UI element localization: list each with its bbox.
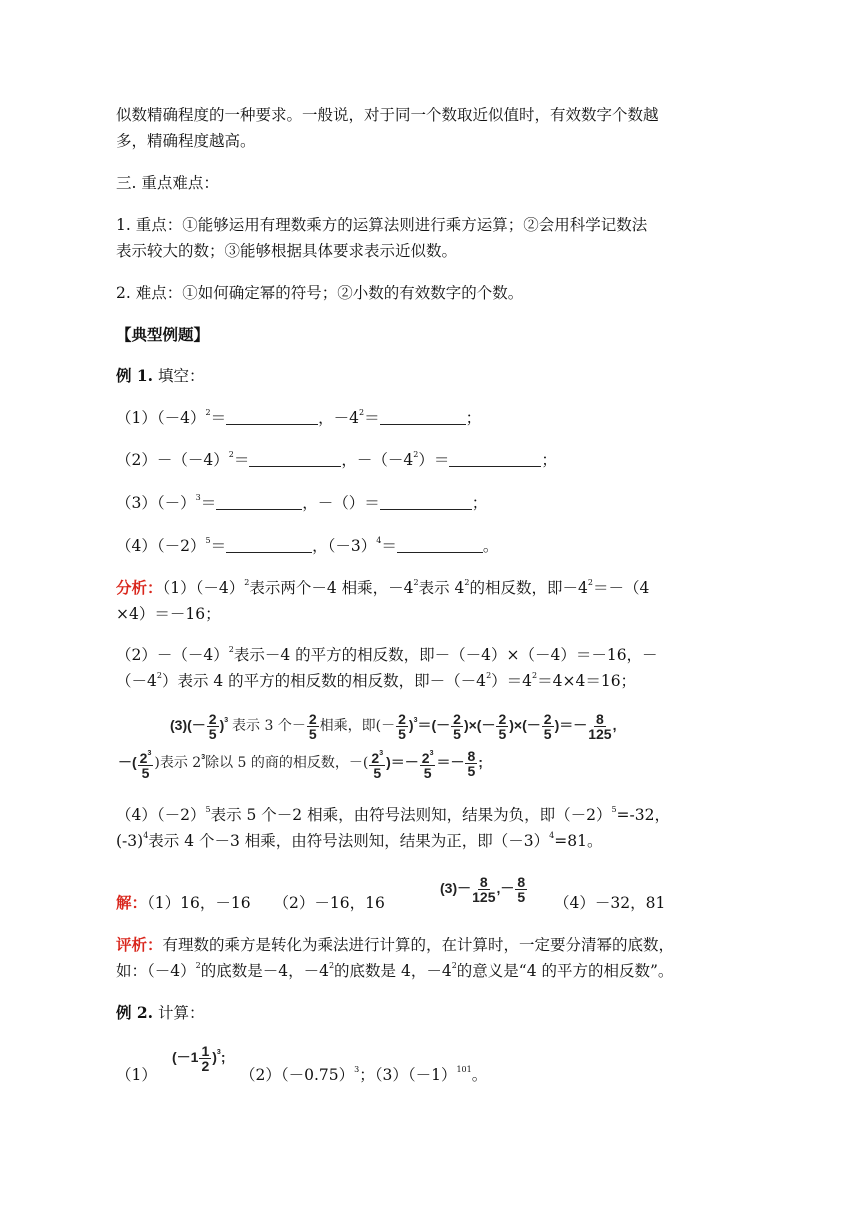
intro-line-2: 多，精确程度越高。 <box>116 132 256 150</box>
exponent: 3 <box>379 750 384 757</box>
denominator: 5 <box>467 763 476 779</box>
fraction <box>420 747 436 780</box>
review-text: 的底数是 4，－4 <box>334 962 452 980</box>
item-3-text: （3）（－） <box>116 494 196 512</box>
exponent: 2 <box>244 578 250 587</box>
analysis-text: ＝－（4 <box>592 579 650 597</box>
solution-line <box>116 893 385 913</box>
numerator: 8 <box>467 748 476 764</box>
punctuation: 。 <box>482 537 499 555</box>
answer-blank[interactable] <box>216 495 302 510</box>
analysis-4-line-2 <box>116 831 602 851</box>
analysis-2-line-1 <box>116 645 658 665</box>
analysis-text: （2）－（－4） <box>116 646 229 664</box>
formula-text: )×(－ <box>509 717 541 734</box>
solution-part-1: （1）16，－16 <box>147 894 251 912</box>
numerator: 2 <box>398 711 406 727</box>
review-label: 评析： <box>116 935 163 954</box>
analysis-text: 表示－4 的平方的相反数，即－（－4）×（－4）＝－16，－ <box>233 646 658 664</box>
formula-text: 除以 5 的商的相反数，－( <box>205 755 369 772</box>
answer-blank[interactable] <box>380 495 472 510</box>
numerator <box>369 747 385 766</box>
review-text: 有理数的乘方是转化为乘法进行计算的，在计算时，一定要分清幂的底数， <box>162 936 675 954</box>
fraction <box>588 712 611 741</box>
numerator <box>420 747 436 766</box>
formula-text: )表示 2 <box>154 755 202 772</box>
numerator-base: 2 <box>421 750 430 766</box>
formula-text: (－1 <box>172 1049 199 1066</box>
answer-blank[interactable] <box>397 538 483 553</box>
example-1-item-4 <box>116 536 498 556</box>
intro-line-1: 似数精确程度的一种要求。一般说，对于同一个数取近似值时，有效数字个数越 <box>116 106 659 124</box>
analysis-4-line-1 <box>116 805 670 825</box>
denominator: 5 <box>498 726 507 742</box>
typical-examples-heading: 【典型例题】 <box>116 325 210 344</box>
fraction <box>515 875 527 904</box>
analysis-text: 表示两个－4 相乘，－4 <box>249 579 414 597</box>
fraction <box>465 749 477 778</box>
analysis-text: （1）（－4） <box>162 579 245 597</box>
item-1-text: ，－4 <box>318 409 359 427</box>
exponent: 2 <box>358 408 365 417</box>
denominator: 5 <box>141 765 150 781</box>
fraction <box>396 712 408 741</box>
exponent: 3 <box>201 754 206 762</box>
numerator: 8 <box>517 874 526 890</box>
numerator: 1 <box>201 1043 210 1059</box>
exponent: 3 <box>413 717 418 725</box>
review-line-1 <box>116 935 674 955</box>
solution-label: 解： <box>116 893 148 912</box>
equals: ＝ <box>364 409 380 427</box>
formula-text: 相乘，即(－ <box>319 718 396 735</box>
equals: ＝ <box>210 409 227 427</box>
solution-part-2: （2）－16，16 <box>273 894 385 912</box>
exponent: 5 <box>205 536 211 545</box>
item-2-text: ，－（－4 <box>341 451 414 469</box>
equals: ）＝ <box>418 451 450 469</box>
analysis-text: 表示 4 个－3 相乘，由符号法则知，结果为正，即（－3） <box>148 832 550 850</box>
analysis-text: （－4 <box>116 672 157 690</box>
fraction <box>369 747 385 780</box>
numerator: 8 <box>479 874 488 890</box>
exponent: 4 <box>376 536 382 545</box>
exponent: 2 <box>587 578 593 587</box>
formula-text: 表示 3 个－ <box>232 718 306 735</box>
analysis-2-line-2 <box>116 671 636 691</box>
analysis-1-line-2: ×4）＝－16； <box>116 605 221 623</box>
example-1-item-1 <box>116 408 481 428</box>
analysis-text: 表示 4 <box>418 579 465 597</box>
review-text: 如：（－4） <box>116 962 196 980</box>
review-text: 的意义是“4 的平方的相反数”。 <box>456 962 674 980</box>
formula-text: ; <box>220 1049 226 1066</box>
formula-text: ) <box>219 717 225 734</box>
denominator: 125 <box>472 889 496 905</box>
denominator: 5 <box>423 765 432 781</box>
fraction <box>199 1044 211 1073</box>
item-2-text: （2）－（－4） <box>116 451 229 469</box>
item-3-text: ，－（）＝ <box>302 494 380 512</box>
exponent: 3 <box>147 750 152 757</box>
denominator: 5 <box>543 726 552 742</box>
denominator: 5 <box>208 726 217 742</box>
analysis-text: 的相反数，即－4 <box>469 579 588 597</box>
answer-blank[interactable] <box>226 410 318 425</box>
fraction <box>307 712 319 741</box>
exponent: 3 <box>429 750 434 757</box>
review-text: 的底数是－4，－4 <box>200 962 329 980</box>
equals: ＝ <box>381 537 397 555</box>
example-1-item-2 <box>116 450 557 470</box>
exponent: 2 <box>464 578 470 587</box>
fraction <box>472 875 495 904</box>
numerator: 2 <box>543 711 552 727</box>
analysis-text: ）表示 4 的平方的相反数的相反数，即－（－4 <box>161 672 487 690</box>
item-1-label: （1） <box>116 1066 157 1084</box>
item-4-text: ，（－3） <box>312 537 377 555</box>
exponent: 2 <box>328 961 335 970</box>
denominator: 5 <box>398 726 406 742</box>
key-point-2: 2. 难点：①如何确定幂的符号；②小数的有效数字的个数。 <box>116 284 524 302</box>
numerator: 2 <box>498 711 507 727</box>
denominator: 2 <box>201 1058 210 1074</box>
formula-text: － <box>500 880 515 897</box>
key-point-1-line-2: 表示较大的数；③能够根据具体要求表示近似数。 <box>116 242 458 260</box>
formula-text: －( <box>118 754 137 771</box>
exponent: 2 <box>205 408 211 417</box>
exponent: 4 <box>549 831 555 840</box>
formula-text: (3)(－ <box>170 717 206 734</box>
answer-blank[interactable] <box>249 452 341 467</box>
analysis-1-line-1 <box>116 578 649 598</box>
formula-text: ) <box>212 1049 217 1066</box>
exponent: 2 <box>228 450 234 459</box>
analysis-text: ＝4×4＝16； <box>537 672 637 690</box>
formula-text: ) <box>408 717 414 734</box>
punctuation: ； <box>471 494 488 512</box>
analysis-text: （4）（－2） <box>116 806 206 824</box>
answer-blank[interactable] <box>449 452 541 467</box>
example-2-heading <box>116 1003 205 1023</box>
solution-part-3 <box>440 875 528 904</box>
numerator: 8 <box>596 711 604 727</box>
exponent: 5 <box>205 805 211 814</box>
analysis-3-formula-line-2 <box>118 747 483 780</box>
analysis-text: =-32， <box>616 806 670 824</box>
formula-text: ＝－ <box>436 754 465 771</box>
denominator: 5 <box>308 726 317 742</box>
fraction <box>451 712 463 741</box>
exponent: 2 <box>156 671 162 680</box>
formula-text: )×(－ <box>463 717 496 734</box>
formula-text: , <box>612 717 617 734</box>
formula-text: )＝－ <box>386 754 419 771</box>
example-1-heading <box>116 366 205 386</box>
fraction <box>542 712 554 741</box>
section-title-key-points: 三. 重点难点： <box>116 174 219 192</box>
numerator-base: 2 <box>139 750 148 766</box>
answer-blank[interactable] <box>380 410 466 425</box>
denominator: 5 <box>373 765 382 781</box>
exponent: 2 <box>413 578 419 587</box>
solution-part-4: （4）－32，81 <box>554 894 666 912</box>
item-4-text: （4）（－2） <box>116 537 206 555</box>
exponent: 3 <box>354 1065 360 1074</box>
punctuation: ； <box>541 451 557 469</box>
example-1-title: 填空： <box>158 367 205 385</box>
answer-blank[interactable] <box>226 538 312 553</box>
formula-text: ＝(－ <box>417 717 451 734</box>
exponent: 5 <box>611 805 617 814</box>
exponent: 3 <box>224 717 229 725</box>
exponent: 2 <box>228 645 234 654</box>
denominator: 125 <box>588 726 612 742</box>
numerator: 2 <box>308 711 317 727</box>
item-2-text: （2）（－0.75） <box>240 1066 355 1084</box>
review-line-2 <box>116 961 673 981</box>
example-1-item-3 <box>116 493 487 513</box>
key-point-1-line-1: 1. 重点：①能够运用有理数乘方的运算法则进行乘方运算；②会用科学记数法 <box>116 216 648 234</box>
equals: ＝ <box>200 494 217 512</box>
formula-text: (3)－ <box>440 880 472 897</box>
formula-text: )＝－ <box>554 717 588 734</box>
example-2-label: 例 2. <box>116 1003 154 1022</box>
exponent: 2 <box>451 961 457 970</box>
example-1-label: 例 1. <box>116 366 154 385</box>
analysis-3-formula-line-1 <box>170 712 616 741</box>
fraction <box>496 712 508 741</box>
numerator: 2 <box>453 711 461 727</box>
equals: ＝ <box>233 451 250 469</box>
formula-text: ; <box>478 754 483 771</box>
exponent: 2 <box>195 961 201 970</box>
punctuation: ； <box>465 409 482 427</box>
example-2-formula-1 <box>172 1044 226 1073</box>
numerator <box>138 747 154 766</box>
denominator: 5 <box>517 889 526 905</box>
exponent: 3 <box>216 1049 221 1057</box>
exponent: 4 <box>143 831 149 840</box>
example-2-items-2-3 <box>240 1065 487 1085</box>
item-1-text: （1）（－4） <box>116 409 206 427</box>
fraction <box>207 712 219 741</box>
formula-text: , <box>496 880 501 897</box>
denominator: 5 <box>453 726 461 742</box>
exponent: 2 <box>486 671 492 680</box>
numerator-base: 2 <box>371 750 380 766</box>
exponent: 2 <box>532 671 538 680</box>
analysis-text: ）＝4 <box>491 672 533 690</box>
exponent: 2 <box>413 450 419 459</box>
exponent: 101 <box>456 1065 472 1074</box>
analysis-text: =81。 <box>554 832 603 850</box>
numerator: 2 <box>208 711 217 727</box>
exponent: 3 <box>195 493 201 502</box>
punctuation: 。 <box>471 1066 488 1084</box>
analysis-text: (-3) <box>116 832 144 850</box>
item-3-text: ；（3）（－1） <box>359 1066 457 1084</box>
fraction <box>138 747 154 780</box>
example-2-items <box>116 1065 157 1085</box>
analysis-label: 分析： <box>116 578 163 597</box>
example-2-title: 计算： <box>158 1004 205 1022</box>
analysis-text: 表示 5 个－2 相乘，由符号法则知，结果为负，即（－2） <box>210 806 612 824</box>
equals: ＝ <box>210 537 227 555</box>
